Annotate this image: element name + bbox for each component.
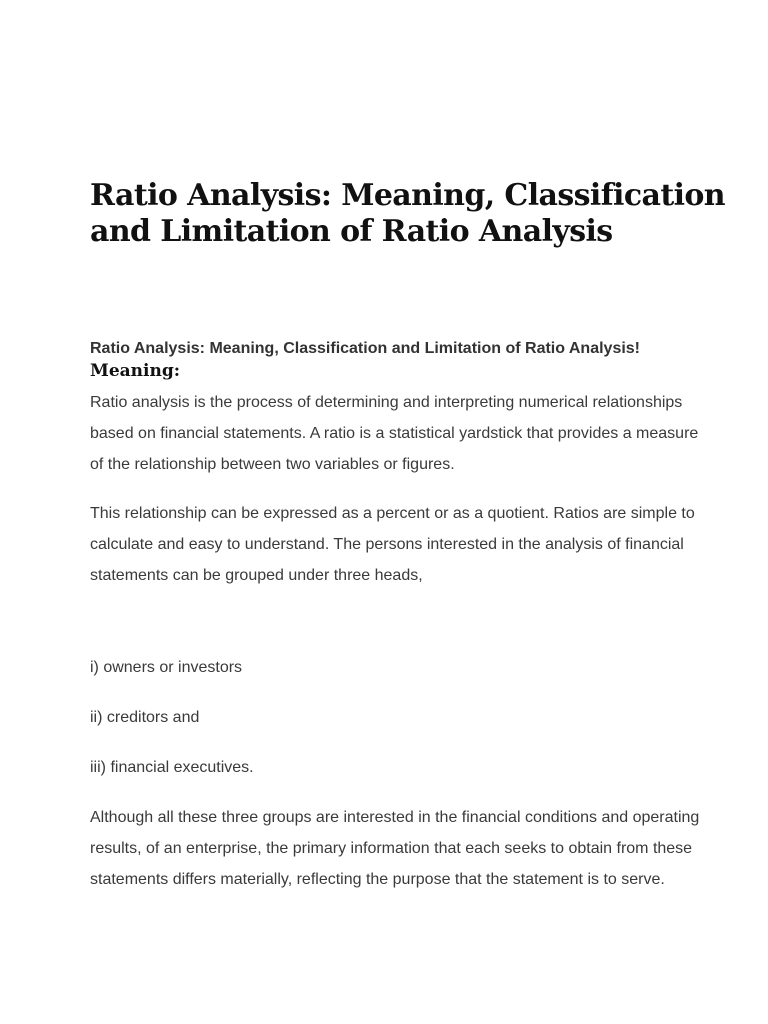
list-item: ii) creditors and xyxy=(90,709,200,726)
article-subtitle: Ratio Analysis: Meaning, Classification and Limitation of Ratio Analysis! xyxy=(90,340,641,357)
paragraph: Although all these three groups are interested in the financial conditions and operating results, of an enterprise, the primary information that each seeks to obtain from these statements differs materially, reflecting the purpose that the statement is to serve. xyxy=(90,809,700,888)
list-item: iii) financial executives. xyxy=(90,759,254,776)
paragraph: This relationship can be expressed as a percent or as a quotient. Ratios are simple to calculate and easy to understand. The persons interested in the analysis of financial statements can be grouped under three heads, xyxy=(90,505,695,584)
list-item: i) owners or investors xyxy=(90,659,243,676)
article-title: Ratio Analysis: Meaning, Classification and Limitation of Ratio Analysis xyxy=(90,178,726,249)
paragraph: Ratio analysis is the process of determining and interpreting numerical relationships based on financial statements. A ratio is a statistical yardstick that provides a measure of the relationship between two variables or figures. xyxy=(90,394,699,473)
section-heading-meaning: Meaning: xyxy=(90,361,180,381)
